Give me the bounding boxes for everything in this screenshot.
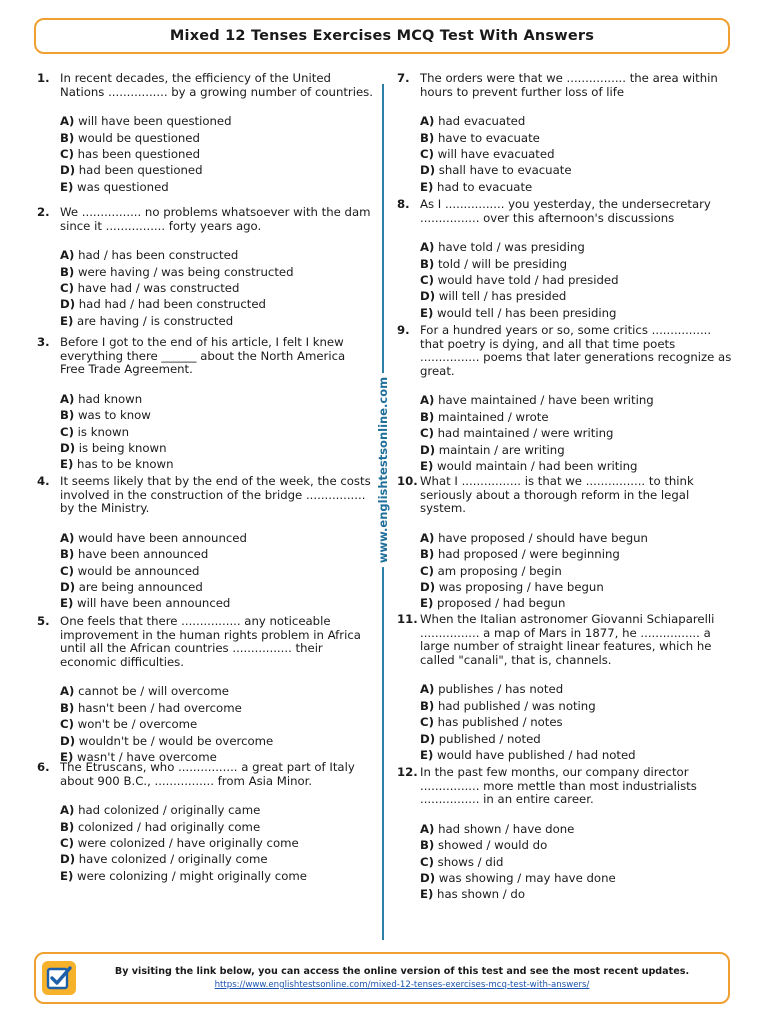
option-b[interactable]: B) have been announced	[60, 547, 209, 562]
question-text: Before I got to the end of his article, I felt I knew everything there ______ about the North America Free Trade Agreement.	[60, 335, 346, 377]
option-c[interactable]: C) has been questioned	[60, 147, 201, 161]
question-text: When the Italian astronomer Giovanni Schiaparelli ................ a map of Mars in 1877, he ................ a large number of straight linear features, which he called "canali", that is, channels.	[420, 612, 715, 667]
option-b[interactable]: B) colonized / had originally come	[60, 819, 261, 834]
options-list	[420, 113, 733, 195]
side-url: www.englishtestsonline.com	[376, 380, 390, 560]
option-a[interactable]: A) will have been questioned	[60, 114, 232, 129]
question-5	[37, 614, 373, 764]
option-d[interactable]: D) are being announced	[60, 580, 203, 594]
option-c[interactable]: C) shows / did	[420, 854, 504, 869]
option-b[interactable]: B) showed / would do	[420, 838, 548, 853]
option-a[interactable]: A) have told / was presiding	[420, 240, 585, 255]
option-d[interactable]: D) wouldn't be / would be overcome	[60, 733, 274, 748]
question-text: What I ................ is that we ................ to think seriously about a thorough reform in the legal system.	[420, 474, 694, 516]
option-a[interactable]: A) had evacuated	[420, 114, 526, 129]
question-number: 6.	[37, 760, 50, 774]
options-list	[60, 247, 373, 329]
option-e[interactable]: E) had to evacuate	[420, 179, 533, 194]
question-text: We ................ no problems whatsoever with the dam since it ................ forty years ago.	[60, 205, 371, 233]
option-b[interactable]: B) told / will be presiding	[420, 256, 568, 271]
option-d[interactable]: D) shall have to evacuate	[420, 163, 572, 178]
options-list	[60, 802, 373, 884]
option-c[interactable]: C) am proposing / begin	[420, 563, 562, 578]
options-list	[420, 239, 733, 321]
options-list	[60, 683, 373, 765]
option-e[interactable]: E) wasn't / have overcome	[60, 750, 217, 764]
option-c[interactable]: C) will have evacuated	[420, 147, 555, 161]
option-a[interactable]: A) had colonized / originally came	[60, 803, 261, 818]
question-text: In the past few months, our company director ................ more mettle than most industrialists ................ in an entire career.	[420, 765, 697, 807]
page-title: Mixed 12 Tenses Exercises MCQ Test With Answers	[169, 28, 595, 44]
options-list	[420, 821, 733, 903]
option-c[interactable]: C) would be announced	[60, 563, 200, 578]
question-number: 9.	[397, 323, 410, 337]
question-number: 11.	[397, 612, 418, 626]
option-d[interactable]: D) have colonized / originally come	[60, 852, 268, 867]
option-c[interactable]: C) had maintained / were writing	[420, 426, 614, 441]
option-b[interactable]: B) had published / was noting	[420, 698, 596, 713]
question-3	[37, 336, 373, 475]
option-a[interactable]: A) had shown / have done	[420, 821, 575, 836]
option-d[interactable]: D) published / noted	[420, 731, 541, 746]
option-d[interactable]: D) had been questioned	[60, 163, 203, 178]
option-d[interactable]: D) was showing / may have done	[420, 871, 616, 885]
question-number: 2.	[37, 205, 50, 219]
left-column	[37, 72, 373, 884]
option-e[interactable]: E) will have been announced	[60, 596, 231, 611]
option-e[interactable]: E) has shown / do	[420, 887, 525, 902]
footer-box	[34, 952, 730, 1004]
question-number: 7.	[397, 71, 410, 85]
checkmark-icon	[42, 961, 76, 995]
option-a[interactable]: A) have proposed / should have begun	[420, 530, 648, 545]
question-1	[37, 72, 373, 206]
option-b[interactable]: B) hasn't been / had overcome	[60, 700, 242, 715]
question-number: 12.	[397, 765, 418, 779]
question-number: 3.	[37, 335, 50, 349]
question-text: The Etruscans, who ................ a great part of Italy about 900 B.C., ................ from Asia Minor.	[60, 760, 355, 788]
option-e[interactable]: E) were colonizing / might originally come	[60, 868, 307, 883]
option-e[interactable]: E) was questioned	[60, 179, 169, 194]
question-number: 5.	[37, 614, 50, 628]
question-6	[37, 761, 373, 884]
option-e[interactable]: E) would maintain / had been writing	[420, 459, 638, 473]
question-text: It seems likely that by the end of the week, the costs involved in the construction of the bridge ................ by the Ministry.	[60, 474, 371, 516]
right-column	[397, 72, 733, 903]
question-2	[37, 206, 373, 336]
option-c[interactable]: C) has published / notes	[420, 715, 563, 730]
option-a[interactable]: A) had known	[60, 391, 143, 406]
page-title-box	[34, 18, 730, 54]
option-a[interactable]: A) had / has been constructed	[60, 248, 239, 263]
question-number: 4.	[37, 474, 50, 488]
options-list	[60, 530, 373, 612]
option-e[interactable]: E) has to be known	[60, 457, 174, 472]
option-b[interactable]: B) were having / was being constructed	[60, 264, 294, 279]
footer-text: By visiting the link below, you can access the online version of this test and see the most recent updates.	[114, 966, 690, 977]
option-c[interactable]: C) have had / was constructed	[60, 281, 240, 295]
options-list	[60, 391, 373, 473]
option-b[interactable]: B) maintained / wrote	[420, 409, 549, 424]
question-number: 1.	[37, 71, 50, 85]
option-a[interactable]: A) would have been announced	[60, 530, 247, 545]
question-text: The orders were that we ................ the area within hours to prevent further loss of life	[420, 71, 718, 99]
options-list	[60, 113, 373, 195]
option-a[interactable]: A) publishes / has noted	[420, 682, 564, 697]
option-d[interactable]: D) had had / had been constructed	[60, 297, 266, 312]
question-10	[397, 475, 733, 613]
question-text: In recent decades, the efficiency of the United Nations ................ by a growing number of countries.	[60, 71, 373, 99]
option-b[interactable]: B) was to know	[60, 408, 151, 423]
option-c[interactable]: C) would have told / had presided	[420, 273, 619, 287]
question-number: 8.	[397, 197, 410, 211]
option-b[interactable]: B) had proposed / were beginning	[420, 547, 620, 562]
question-11	[397, 613, 733, 766]
option-c[interactable]: C) is known	[60, 424, 129, 439]
option-e[interactable]: E) proposed / had begun	[420, 596, 566, 611]
option-b[interactable]: B) have to evacuate	[420, 130, 540, 145]
question-4	[37, 475, 373, 615]
footer-link[interactable]: https://www.englishtestsonline.com/mixed-12-tenses-exercises-mcq-test-with-answers/	[214, 980, 590, 990]
options-list	[420, 681, 733, 763]
option-d[interactable]: D) maintain / are writing	[420, 442, 565, 457]
option-a[interactable]: A) cannot be / will overcome	[60, 684, 229, 699]
question-text: One feels that there ................ any noticeable improvement in the human rights problem in Africa until all the African countries ................ their economic difficulties.	[60, 614, 361, 669]
option-e[interactable]: E) would tell / has been presiding	[420, 305, 617, 320]
option-d[interactable]: D) is being known	[60, 441, 167, 455]
option-d[interactable]: D) was proposing / have begun	[420, 580, 604, 594]
option-d[interactable]: D) will tell / has presided	[420, 289, 567, 304]
question-text: As I ................ you yesterday, the undersecretary ................ over this afternoon's discussions	[420, 197, 711, 225]
question-number: 10.	[397, 474, 418, 488]
question-9	[397, 324, 733, 475]
question-7	[397, 72, 733, 198]
option-b[interactable]: B) would be questioned	[60, 130, 200, 145]
option-a[interactable]: A) have maintained / have been writing	[420, 393, 654, 408]
option-e[interactable]: E) would have published / had noted	[420, 748, 636, 762]
question-text: For a hundred years or so, some critics ................ that poetry is dying, and all that time poets ................ poems that later generations recognize as great.	[420, 323, 732, 378]
option-c[interactable]: C) won't be / overcome	[60, 717, 198, 732]
question-8	[397, 198, 733, 324]
options-list	[420, 392, 733, 474]
option-c[interactable]: C) were colonized / have originally come	[60, 836, 299, 850]
question-12	[397, 766, 733, 903]
options-list	[420, 530, 733, 612]
option-e[interactable]: E) are having / is constructed	[60, 313, 234, 328]
